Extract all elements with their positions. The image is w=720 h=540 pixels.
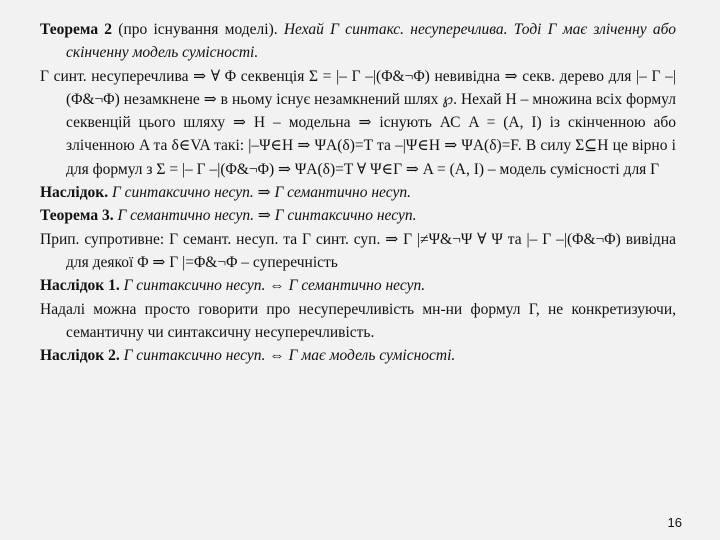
theorem-2 — [40, 18, 676, 65]
proof-text: Γ синт. несуперечлива ⇒ ∀ Φ секвенція Σ = |– Γ –|(Φ&¬Φ) невивідна ⇒ секв. дерево для |– Γ –|(Φ&¬Φ) незамкнене ⇒ в ньому існує незамкнений шлях ℘. Нехай H – множина всіх формул секвенцій цього шляху ⇒ H – модельна ⇒ існують АС A = (A, I) із скінченною або зліченною A та δ∈VA такі: |–Ψ∈H ⇒ ΨA(δ)=T та –|Ψ∈H ⇒ ΨA(δ)=F. В силу Σ⊆H це вірно і для формул з Σ = |– Γ –|(Φ&¬Φ) ⇒ ΨA(δ)=T ∀ Ψ∈Γ ⇒ A = (A, I) – модель сумісності для Γ — [40, 67, 676, 178]
remark-text: Надалі можна просто говорити про несуперечливість мн-ни формул Γ, не конкретизуючи, семантичну чи синтаксичну несуперечливість. — [40, 300, 676, 341]
theorem-3-text: Γ семантично несуп. ⇒ Γ синтаксично несуп. — [117, 207, 417, 225]
proof-paragraph — [40, 65, 676, 181]
remark — [40, 298, 676, 345]
corollary-text: Γ синтаксично несуп. ⇒ Γ семантично несуп. — [111, 184, 411, 202]
corollary-1 — [40, 274, 676, 297]
theorem-3 — [40, 204, 676, 227]
page-number: 16 — [667, 515, 682, 530]
corollary-2-label: Наслідок 2. — [40, 347, 120, 365]
corollary-1-text: Γ синтаксично несуп. ⇔ Γ семантично несуп. — [123, 277, 426, 295]
corollary-label: Наслідок. — [40, 184, 109, 202]
slide-content — [40, 18, 676, 367]
contrary-assumption — [40, 228, 676, 275]
corollary-2-text: Γ синтаксично несуп. ⇔ Γ має модель сумісності. — [123, 347, 456, 365]
theorem-2-title: (про існування моделі). — [118, 21, 278, 38]
contrary-text: Прип. супротивне: Γ семант. несуп. та Γ синт. суп. ⇒ Γ |≠Ψ&¬Ψ ∀ Ψ та |– Γ –|(Φ&¬Φ) вивідна для деякої Φ ⇒ Γ |=Φ&¬Φ – суперечність — [40, 230, 676, 271]
theorem-3-label: Теорема 3. — [40, 207, 114, 225]
corollary — [40, 181, 676, 204]
theorem-2-label: Теорема 2 — [40, 21, 113, 38]
theorem-2-statement: Нехай Γ синтакс. несуперечлива. Тоді Γ має зліченну або скінченну модель сумісності. — [66, 21, 676, 62]
corollary-1-label: Наслідок 1. — [40, 277, 120, 295]
corollary-2 — [40, 344, 676, 367]
